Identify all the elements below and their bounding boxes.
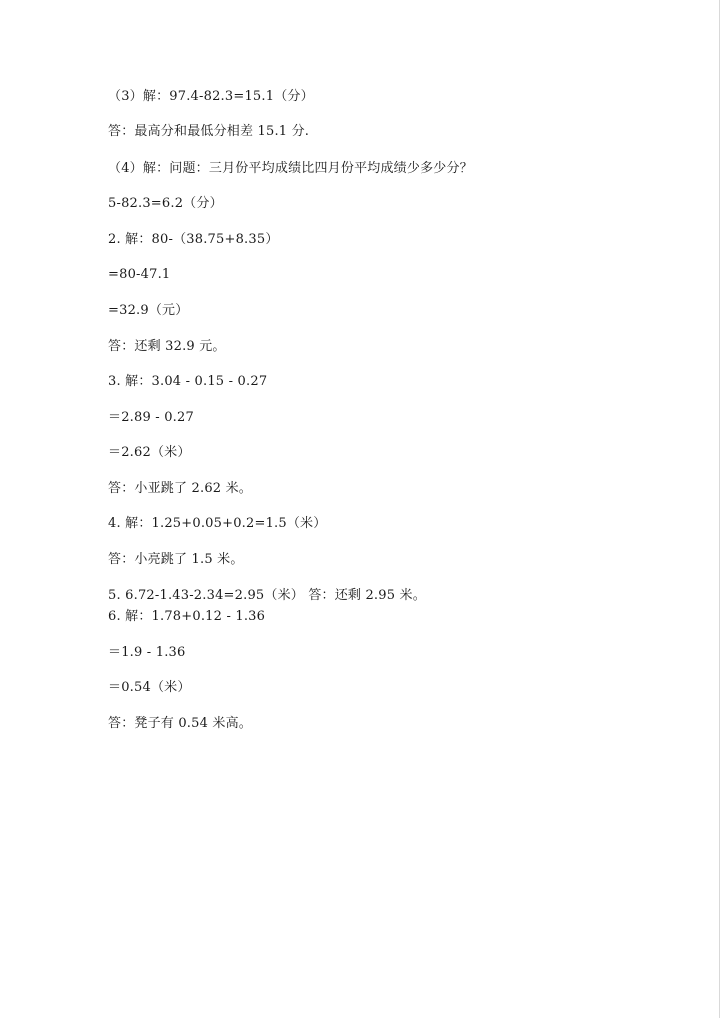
problem-6-step-3: ＝0.54（米） bbox=[108, 680, 191, 695]
problem-3-step-1: 3. 解：3.04 - 0.15 - 0.27 bbox=[108, 374, 268, 389]
solution-3-3-answer: 答：最高分和最低分相差 15.1 分. bbox=[108, 124, 310, 139]
problem-2-step-2: =80-47.1 bbox=[108, 267, 171, 282]
solution-3-3-equation: （3）解：97.4-82.3=15.1（分） bbox=[108, 89, 314, 104]
problem-4-step-1: 4. 解：1.25+0.05+0.2=1.5（米） bbox=[108, 516, 327, 531]
solution-3-4-equation: 5-82.3=6.2（分） bbox=[108, 196, 223, 211]
problem-4-answer: 答：小亮跳了 1.5 米。 bbox=[108, 552, 244, 567]
problem-2-step-1: 2. 解：80-（38.75+8.35） bbox=[108, 232, 279, 247]
problem-3-step-2: ＝2.89 - 0.27 bbox=[108, 410, 194, 425]
solution-3-4-question: （4）解：问题：三月份平均成绩比四月份平均成绩少多少分？ bbox=[108, 161, 473, 176]
problem-6-step-2: ＝1.9 - 1.36 bbox=[108, 645, 186, 660]
problem-5-line: 5. 6.72-1.43-2.34=2.95（米） 答：还剩 2.95 米。 bbox=[108, 588, 426, 603]
problem-3-step-3: ＝2.62（米） bbox=[108, 445, 191, 460]
problem-6-answer: 答：凳子有 0.54 米高。 bbox=[108, 716, 253, 731]
problem-2-answer: 答：还剩 32.9 元。 bbox=[108, 339, 226, 354]
problem-6-step-1: 6. 解：1.78+0.12 - 1.36 bbox=[108, 609, 266, 624]
problem-2-step-3: =32.9（元） bbox=[108, 303, 189, 318]
problem-3-answer: 答：小亚跳了 2.62 米。 bbox=[108, 481, 253, 496]
